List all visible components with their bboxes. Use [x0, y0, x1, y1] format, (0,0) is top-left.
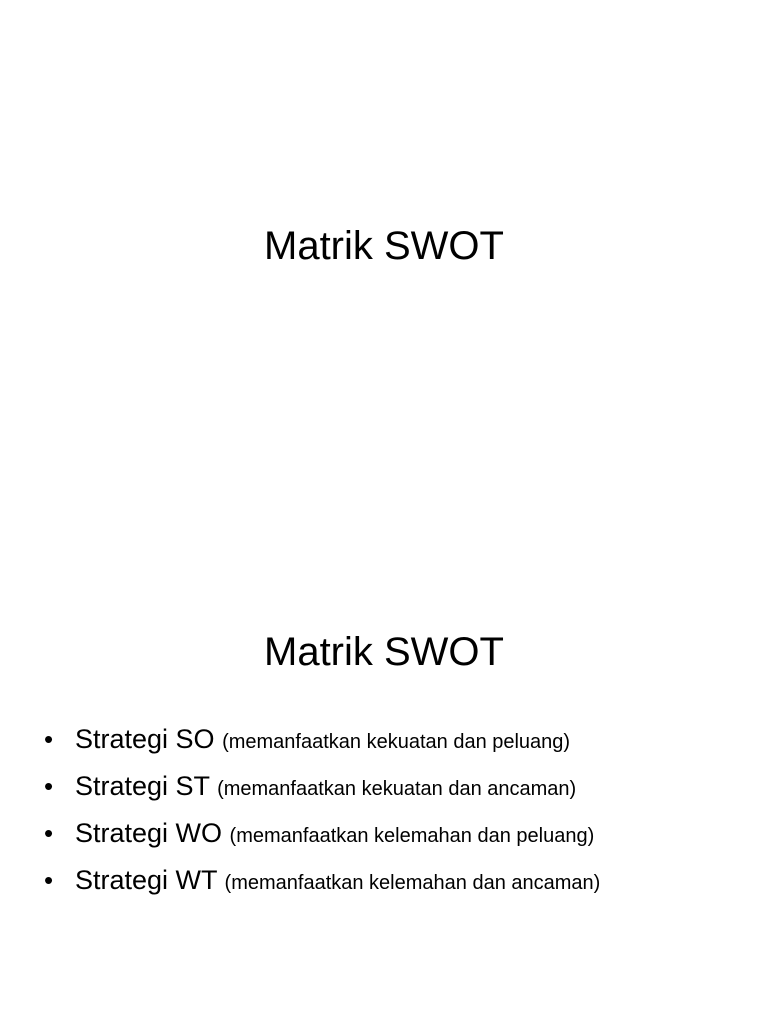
bullet-icon: • — [44, 865, 54, 895]
bullet-main-text: Strategi WO — [75, 818, 230, 848]
list-item-strategi-so — [44, 724, 744, 771]
bullet-note-text: (memanfaatkan kekuatan dan peluang) — [222, 731, 571, 753]
slide-title: Matrik SWOT — [264, 224, 504, 268]
strategy-bullet-list — [44, 724, 744, 912]
content-slide — [0, 512, 768, 1024]
list-item-strategi-st — [44, 771, 744, 818]
bullet-icon: • — [44, 771, 54, 801]
bullet-icon: • — [44, 818, 54, 848]
bullet-note-text: (memanfaatkan kelemahan dan ancaman) — [224, 872, 601, 894]
list-item-strategi-wo — [44, 818, 744, 865]
bullet-main-text: Strategi ST — [75, 771, 218, 801]
bullet-note-text: (memanfaatkan kekuatan dan ancaman) — [217, 778, 577, 800]
bullet-main-text: Strategi SO — [75, 724, 223, 754]
bullet-note-text: (memanfaatkan kelemahan dan peluang) — [229, 825, 595, 847]
bullet-icon: • — [44, 724, 54, 754]
bullet-main-text: Strategi WT — [75, 865, 225, 895]
slide-title: Matrik SWOT — [264, 630, 504, 674]
list-item-strategi-wt — [44, 865, 744, 912]
